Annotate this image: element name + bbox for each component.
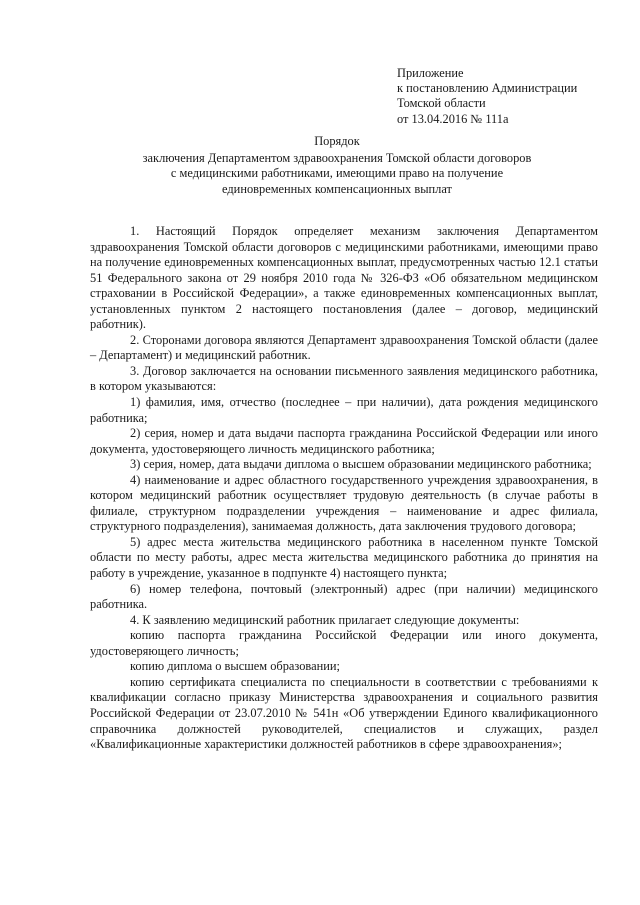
paragraph-item-3: 3. Договор заключается на основании письменного заявления медицинского работника, в котором указываются: (90, 363, 598, 394)
subparagraph-3: 3) серия, номер, дата выдачи диплома о высшем образовании медицинского работника; (130, 457, 592, 472)
title-line: заключения Департаментом здравоохранения Томской области договоров (142, 151, 532, 166)
subparagraph-2: 2) серия, номер и дата выдачи паспорта гражданина Российской Федерации или иного документа, удостоверяющего личность медицинского работника; (90, 426, 598, 456)
subparagraph-4: 4) наименование и адрес областного государственного учреждения здравоохранения, в котором медицинский работник осуществляет трудовую деятельность (в случае работы в филиале, структурном подразделении учреждения – наименование и адрес филиала, структурного подразделения), занимаемая должность, дата заключения трудового договора; (90, 472, 598, 534)
subparagraph-5: 5) адрес места жительства медицинского работника в населенном пункте Томской области по месту работы, адрес места жительства медицинского работника до принятия на работу в учреждение, указанное в подпункте 4) настоящего пункта; (90, 534, 598, 581)
subparagraph-6: 6) номер телефона, почтовый (электронный) адрес (при наличии) медицинского работника. (90, 581, 598, 612)
title-line: с медицинскими работниками, имеющими право на получение (170, 166, 504, 181)
subparagraph-1: 1) фамилия, имя, отчество (последнее – при наличии), дата рождения медицинского работника; (90, 395, 598, 425)
appendix-line: Томской области (397, 96, 486, 111)
document-list-item: копию сертификата специалиста по специальности в соответствии с требованиями к квалификации согласно приказу Министерства здравоохранения и социального развития Российской Федерации от 23.07.2010 № 541н «Об утверждении Единого квалификационного справочника должностей руководителей, специалистов и служащих, раздел «Квалификационные характеристики должностей работников в сфере здравоохранения»; (90, 674, 598, 752)
paragraph-item-2: 2. Сторонами договора являются Департамент здравоохранения Томской области (далее – Департамент) и медицинский работник. (90, 332, 598, 363)
appendix-date-number: от 13.04.2016 № 111а (397, 111, 509, 126)
document-list-item: копию диплома о высшем образовании; (130, 659, 340, 674)
title-heading: Порядок (314, 134, 360, 148)
paragraph-item-4: 4. К заявлению медицинский работник прилагает следующие документы: (130, 612, 520, 627)
document-body (90, 224, 598, 753)
appendix-line: Приложение (397, 66, 464, 80)
document-list-item: копию паспорта гражданина Российской Федерации или иного документа, удостоверяющего личность; (90, 628, 598, 658)
appendix-header (397, 66, 627, 127)
document-title (60, 134, 614, 197)
title-line: единовременных компенсационных выплат (222, 181, 452, 196)
paragraph-item-1: 1. Настоящий Порядок определяет механизм заключения Департаментом здравоохранения Томской области договоров с медицинскими работниками, имеющими право на получение единовременных компенсационных выплат, предусмотренных частью 12.1 статьи 51 Федерального закона от 29 ноября 2010 года № 326-ФЗ «Об обязательном медицинском страховании в Российской Федерации», а также единовременных компенсационных выплат, установленных пунктом 2 настоящего постановления (далее – договор, медицинский работник). (90, 224, 598, 332)
appendix-line: к постановлению Администрации (397, 81, 578, 96)
